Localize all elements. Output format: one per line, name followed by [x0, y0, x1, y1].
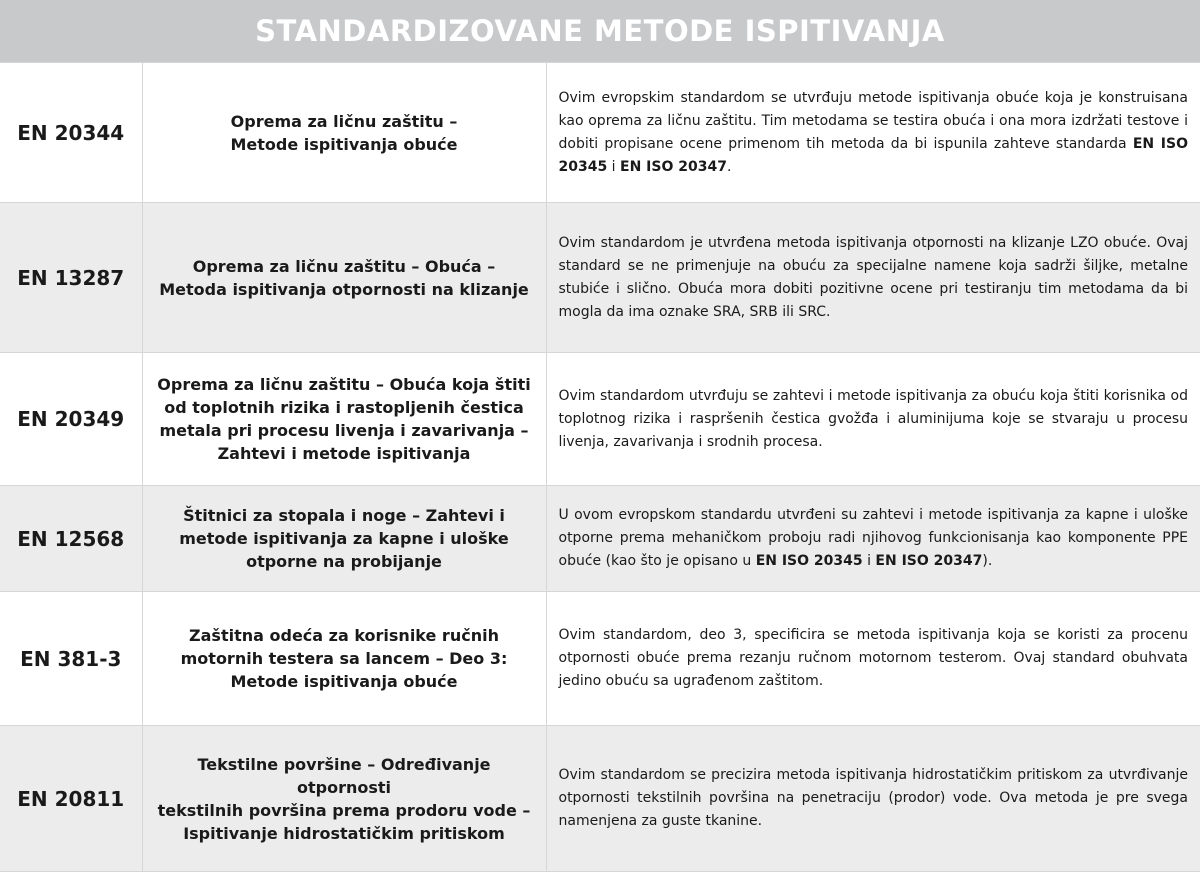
table-row: [0, 592, 1200, 726]
table-row: [0, 203, 1200, 353]
bold-ref: EN ISO 20345: [755, 553, 863, 569]
standard-description: Ovim standardom je utvrđena metoda ispitivanja otpornosti na klizanje LZO obuće. Ovaj standard se ne primenjuje na obuću za specijalne namene koja sadrži šiljke, metalne stubiće i slično. Obuća mora dobiti pozitivne ocene pri testiranju tim metodama da bi mogla da ima oznake SRA, SRB ili SRC.: [546, 203, 1200, 353]
table-row: [0, 486, 1200, 592]
bold-ref: EN ISO 20347: [875, 553, 983, 569]
standard-description: Ovim evropskim standardom se utvrđuju metode ispitivanja obuće koja je konstruisana kao oprema za ličnu zaštitu. Tim metodama se testira obuća i ona mora izdržati testove i dobiti propisane ocene primenom tih metoda da bi ispunila zahteve standarda EN ISO 20345 i EN ISO 20347.: [546, 63, 1200, 203]
header-banner: [0, 0, 1200, 62]
table-row: [0, 353, 1200, 486]
standard-title: Štitnici za stopala i noge – Zahtevi i metode ispitivanja za kapne i uloške otporne na probijanje: [142, 486, 546, 592]
standard-title: Oprema za ličnu zaštitu – Obuća – Metoda ispitivanja otpornosti na klizanje: [142, 203, 546, 353]
standard-code: EN 20349: [0, 353, 142, 486]
standard-code: EN 12568: [0, 486, 142, 592]
standard-description: U ovom evropskom standardu utvrđeni su zahtevi i metode ispitivanja za kapne i uloške otporne prema mehaničkom proboju radi njihovog funkcionisanja kao komponente PPE obuće (kao što je opisano u EN ISO 20345 i EN ISO 20347).: [546, 486, 1200, 592]
standard-title: Tekstilne površine – Određivanje otpornosti tekstilnih površina prema prodoru vode – Ispitivanje hidrostatičkim pritiskom: [142, 726, 546, 872]
standards-table: [0, 62, 1200, 872]
standard-code: EN 13287: [0, 203, 142, 353]
standard-description: Ovim standardom, deo 3, specificira se metoda ispitivanja koja se koristi za procenu otpornosti obuće prema rezanju ručnom motornom testerom. Ovaj standard obuhvata jedino obuću sa ugrađenom zaštitom.: [546, 592, 1200, 726]
standard-code: EN 20811: [0, 726, 142, 872]
bold-ref: EN ISO 20345: [558, 135, 1188, 175]
standard-code: EN 381-3: [0, 592, 142, 726]
standard-title: Oprema za ličnu zaštitu – Obuća koja štiti od toplotnih rizika i rastopljenih čestica metala pri procesu livenja i zavarivanja – Zahtevi i metode ispitivanja: [142, 353, 546, 486]
standard-description: Ovim standardom se precizira metoda ispitivanja hidrostatičkim pritiskom za utvrđivanje otpornosti tekstilnih površina na penetraciju (prodor) vode. Ova metoda je pre svega namenjena za guste tkanine.: [546, 726, 1200, 872]
bold-ref: EN ISO 20347: [620, 158, 727, 175]
table-row: [0, 63, 1200, 203]
table-row: [0, 726, 1200, 872]
page-title: STANDARDIZOVANE METODE ISPITIVANJA: [255, 14, 945, 48]
standard-description: Ovim standardom utvrđuju se zahtevi i metode ispitivanja za obuću koja štiti korisnika od toplotnog rizika i raspršenih čestica gvožđa i aluminijuma koje se stvaraju u procesu livenja, zavarivanja i srodnih procesa.: [546, 353, 1200, 486]
standard-title: Oprema za ličnu zaštitu – Metode ispitivanja obuće: [142, 63, 546, 203]
standard-title: Zaštitna odeća za korisnike ručnih motornih testera sa lancem – Deo 3: Metode ispitivanja obuće: [142, 592, 546, 726]
standard-code: EN 20344: [0, 63, 142, 203]
